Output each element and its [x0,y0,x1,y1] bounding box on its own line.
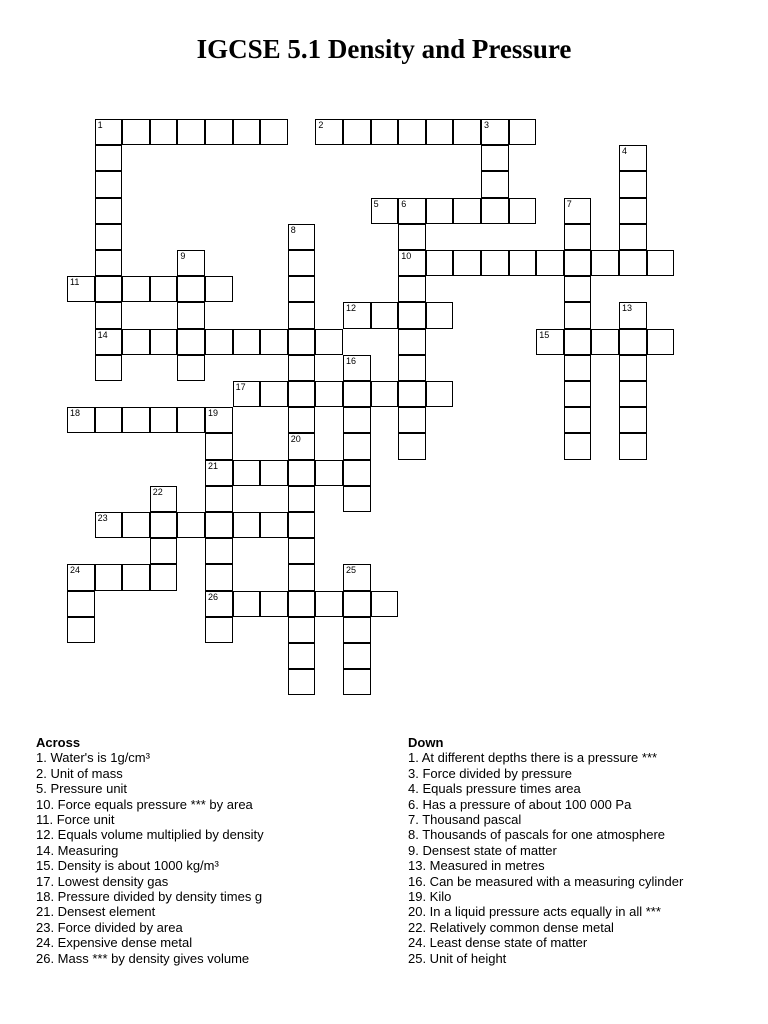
grid-cell[interactable] [288,302,316,328]
grid-cell[interactable] [205,460,233,486]
down-clue: 19. Kilo [408,889,452,905]
grid-cell[interactable] [288,276,316,302]
grid-cell[interactable] [122,564,150,590]
down-clue: 8. Thousands of pascals for one atmosphere [408,827,666,843]
grid-cell[interactable] [288,617,316,643]
grid-cell[interactable] [619,145,647,171]
grid-cell[interactable] [260,381,288,407]
grid-cell[interactable] [619,433,647,459]
grid-cell[interactable] [343,355,371,381]
clue-number: 5 [373,198,379,209]
down-clue: 22. Relatively common dense metal [408,919,614,935]
grid-cell[interactable] [398,433,426,459]
across-clue: 24. Expensive dense metal [36,935,193,951]
grid-cell[interactable] [564,224,592,250]
grid-cell[interactable] [564,276,592,302]
grid-cell[interactable] [315,119,343,145]
grid-cell[interactable] [619,407,647,433]
clue-number: 2 [318,120,324,130]
down-clue: 3. Force divided by pressure [408,765,573,781]
grid-cell[interactable] [619,198,647,224]
clue-number: 8 [290,224,296,235]
grid-cell[interactable] [591,250,619,276]
grid-cell[interactable] [426,119,454,145]
grid-cell[interactable] [177,512,205,538]
grid-cell[interactable] [343,407,371,433]
grid-cell[interactable] [343,643,371,669]
grid-cell[interactable] [205,512,233,538]
grid-cell[interactable] [398,302,426,328]
grid-cell[interactable] [95,355,123,381]
grid-cell[interactable] [315,381,343,407]
grid-cell[interactable] [288,512,316,538]
grid-cell[interactable] [177,250,205,276]
grid-cell[interactable] [564,381,592,407]
clue-number: 1 [97,120,103,130]
grid-cell[interactable] [371,591,399,617]
grid-cell[interactable] [95,564,123,590]
clue-number: 14 [97,329,108,340]
across-clue: 1. Water's is 1g/cm³ [36,750,150,766]
grid-cell[interactable] [647,250,675,276]
grid-cell[interactable] [67,617,95,643]
grid-cell[interactable] [95,145,123,171]
down-clue: 13. Measured in metres [408,858,545,874]
across-clue: 10. Force equals pressure *** by area [36,796,253,812]
grid-cell[interactable] [233,329,261,355]
grid-cell[interactable] [67,276,95,302]
clue-number: 19 [208,408,219,419]
clue-number: 15 [539,329,550,340]
grid-cell[interactable] [150,564,178,590]
clue-number: 16 [346,355,357,366]
grid-cell[interactable] [205,329,233,355]
grid-cell[interactable] [233,460,261,486]
grid-cell[interactable] [288,250,316,276]
grid-cell[interactable] [95,224,123,250]
grid-cell[interactable] [95,512,123,538]
grid-cell[interactable] [564,302,592,328]
grid-cell[interactable] [150,276,178,302]
clue-number: 13 [622,303,633,314]
grid-cell[interactable] [453,198,481,224]
clue-number: 4 [622,146,628,157]
grid-cell[interactable] [343,460,371,486]
clue-list-across [36,750,376,966]
grid-cell[interactable] [647,329,675,355]
grid-cell[interactable] [288,591,316,617]
grid-cell[interactable] [371,302,399,328]
down-clue: 20. In a liquid pressure acts equally in all *** [408,904,661,920]
grid-cell[interactable] [564,355,592,381]
grid-cell[interactable] [95,198,123,224]
grid-cell[interactable] [619,355,647,381]
grid-cell[interactable] [288,643,316,669]
grid-cell[interactable] [150,538,178,564]
down-clue: 4. Equals pressure times area [408,781,581,797]
grid-cell[interactable] [481,250,509,276]
grid-cell[interactable] [398,119,426,145]
grid-cell[interactable] [95,119,123,145]
clue-number: 20 [290,434,301,445]
clue-number: 23 [97,513,108,523]
grid-cell[interactable] [205,564,233,590]
grid-cell[interactable] [288,224,316,250]
grid-cell[interactable] [205,119,233,145]
grid-cell[interactable] [509,198,537,224]
grid-cell[interactable] [453,119,481,145]
grid-cell[interactable] [288,564,316,590]
grid-cell[interactable] [177,329,205,355]
clue-number: 26 [208,591,219,602]
grid-cell[interactable] [619,171,647,197]
grid-cell[interactable] [481,119,509,145]
grid-cell[interactable] [343,669,371,695]
across-heading: Across [36,735,81,750]
grid-cell[interactable] [619,329,647,355]
grid-cell[interactable] [288,669,316,695]
grid-cell[interactable] [260,460,288,486]
across-clues [36,735,376,966]
grid-cell[interactable] [536,329,564,355]
grid-cell[interactable] [426,250,454,276]
grid-cell[interactable] [95,171,123,197]
grid-cell[interactable] [564,329,592,355]
grid-cell[interactable] [177,355,205,381]
grid-cell[interactable] [95,250,123,276]
grid-cell[interactable] [288,329,316,355]
grid-cell[interactable] [619,250,647,276]
grid-cell[interactable] [343,119,371,145]
grid-cell[interactable] [95,276,123,302]
grid-cell[interactable] [564,250,592,276]
across-clue: 26. Mass *** by density gives volume [36,950,250,966]
grid-cell[interactable] [150,119,178,145]
grid-cell[interactable] [177,276,205,302]
across-clue: 17. Lowest density gas [36,873,169,889]
page-title: IGCSE 5.1 Density and Pressure [196,34,572,64]
grid-cell[interactable] [260,591,288,617]
down-clue: 7. Thousand pascal [408,812,522,828]
down-clues [408,735,748,966]
grid-cell[interactable] [122,329,150,355]
grid-cell[interactable] [288,381,316,407]
clue-number: 12 [346,303,357,314]
across-clue: 14. Measuring [36,842,119,858]
grid-cell[interactable] [619,381,647,407]
grid-cell[interactable] [205,433,233,459]
grid-cell[interactable] [177,302,205,328]
across-clue: 15. Density is about 1000 kg/m³ [36,858,219,874]
grid-cell[interactable] [371,198,399,224]
grid-cell[interactable] [619,224,647,250]
across-clue: 18. Pressure divided by density times g [36,889,263,905]
clue-number: 9 [180,251,186,261]
grid-cell[interactable] [288,407,316,433]
grid-cell[interactable] [371,381,399,407]
grid-cell[interactable] [122,276,150,302]
clue-number: 24 [70,565,81,576]
clue-number: 18 [70,408,81,419]
grid-cell[interactable] [343,433,371,459]
grid-cell[interactable] [343,486,371,512]
grid-cell[interactable] [288,460,316,486]
down-clue: 1. At different depths there is a pressure *** [408,750,658,766]
across-clue: 11. Force unit [36,812,115,828]
down-clue: 25. Unit of height [408,950,507,966]
grid-cell[interactable] [122,512,150,538]
grid-cell[interactable] [343,564,371,590]
across-clue: 21. Densest element [36,904,156,920]
grid-cell[interactable] [150,486,178,512]
grid-cell[interactable] [95,407,123,433]
grid-cell[interactable] [371,119,399,145]
clue-number: 7 [566,198,572,209]
grid-cell[interactable] [95,302,123,328]
grid-cell[interactable] [205,486,233,512]
across-clue: 2. Unit of mass [36,765,123,781]
grid-cell[interactable] [398,198,426,224]
across-clue: 5. Pressure unit [36,781,128,797]
grid-cell[interactable] [343,617,371,643]
grid-cell[interactable] [233,119,261,145]
grid-cell[interactable] [509,119,537,145]
grid-cell[interactable] [509,250,537,276]
grid-cell[interactable] [67,407,95,433]
grid-cell[interactable] [564,198,592,224]
grid-cell[interactable] [481,145,509,171]
grid-cell[interactable] [426,381,454,407]
grid-cell[interactable] [205,617,233,643]
down-heading: Down [408,735,444,750]
grid-cell[interactable] [343,381,371,407]
grid-cell[interactable] [315,329,343,355]
across-clue: 23. Force divided by area [36,919,183,935]
grid-cell[interactable] [260,329,288,355]
grid-cell[interactable] [67,564,95,590]
grid-cell[interactable] [426,302,454,328]
clue-number: 17 [235,382,246,392]
clue-number: 11 [70,277,80,288]
grid-cell[interactable] [205,276,233,302]
grid-cell[interactable] [453,250,481,276]
clue-number: 22 [152,486,163,497]
grid-cell[interactable] [398,224,426,250]
grid-cell[interactable] [315,591,343,617]
grid-cell[interactable] [205,407,233,433]
across-clue: 12. Equals volume multiplied by density [36,827,264,843]
grid-cell[interactable] [343,302,371,328]
grid-cell[interactable] [481,198,509,224]
down-clue: 6. Has a pressure of about 100 000 Pa [408,796,632,812]
grid-cell[interactable] [481,171,509,197]
grid-cell[interactable] [398,329,426,355]
grid-cell[interactable] [288,538,316,564]
clue-number: 21 [208,460,219,471]
grid-cell[interactable] [150,512,178,538]
down-clue: 16. Can be measured with a measuring cylinder [408,873,684,889]
clue-number: 25 [346,565,357,576]
grid-cell[interactable] [564,407,592,433]
clue-list-down [408,750,748,966]
grid-cell[interactable] [398,355,426,381]
grid-cell[interactable] [122,119,150,145]
grid-cell[interactable] [122,407,150,433]
grid-cell[interactable] [205,538,233,564]
clue-number: 3 [484,120,490,130]
grid-cell[interactable] [288,486,316,512]
grid-cell[interactable] [315,460,343,486]
grid-cell[interactable] [288,355,316,381]
grid-cell[interactable] [591,329,619,355]
grid-cell[interactable] [233,591,261,617]
grid-cell[interactable] [95,329,123,355]
grid-cell[interactable] [260,512,288,538]
grid-cell[interactable] [564,433,592,459]
grid-cell[interactable] [233,512,261,538]
grid-cell[interactable] [67,591,95,617]
grid-cell[interactable] [619,302,647,328]
grid-cell[interactable] [398,276,426,302]
grid-cell[interactable] [536,250,564,276]
down-clue: 24. Least dense state of matter [408,935,588,951]
grid-cell[interactable] [398,250,426,276]
grid-cell[interactable] [150,407,178,433]
grid-cell[interactable] [177,407,205,433]
grid-cell[interactable] [205,591,233,617]
grid-cell[interactable] [288,433,316,459]
grid-cell[interactable] [398,381,426,407]
grid-cell[interactable] [233,381,261,407]
grid-cell[interactable] [177,119,205,145]
grid-cell[interactable] [343,591,371,617]
grid-cell[interactable] [426,198,454,224]
clue-number: 10 [401,251,412,261]
grid-cell[interactable] [398,407,426,433]
down-clue: 9. Densest state of matter [408,842,557,858]
clue-number: 6 [401,198,407,209]
grid-cell[interactable] [150,329,178,355]
grid-cell[interactable] [260,119,288,145]
